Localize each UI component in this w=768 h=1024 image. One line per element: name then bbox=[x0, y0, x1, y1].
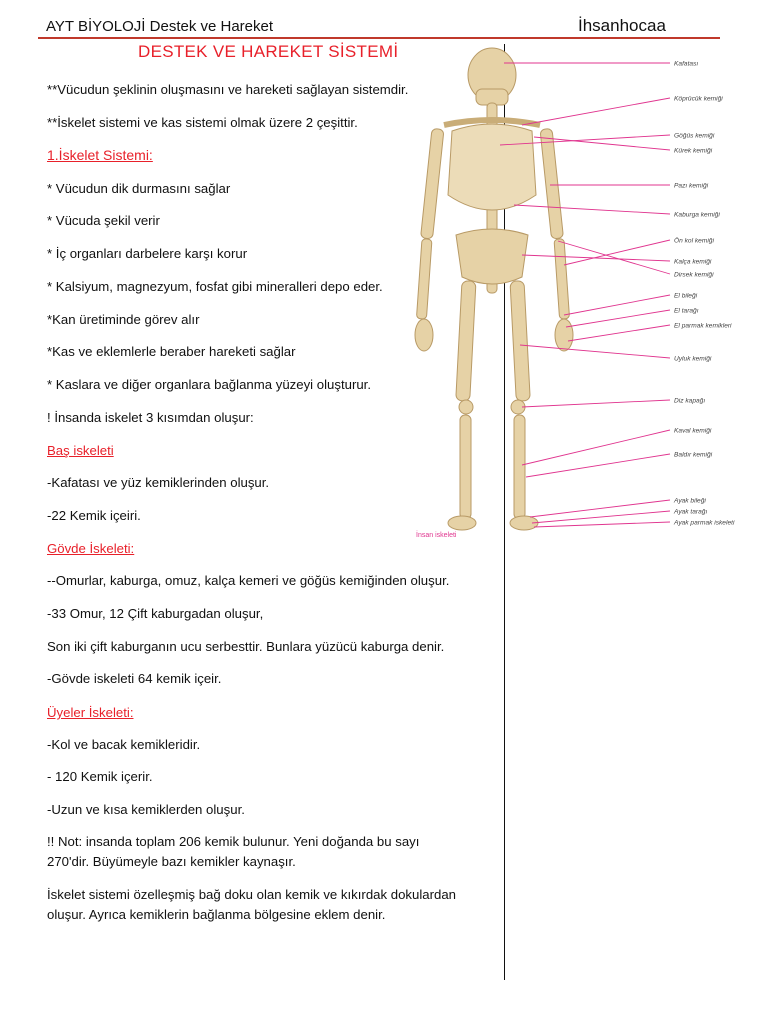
bone-label: El tarağı bbox=[674, 307, 699, 315]
text-line: - 120 Kemik içerir. bbox=[47, 769, 153, 784]
header-author: İhsanhocaa bbox=[578, 16, 666, 35]
left-femur-shape bbox=[456, 281, 476, 402]
text-line: * İç organları darbelere karşı korur bbox=[47, 246, 248, 261]
bone-label: Dirsek kemiği bbox=[674, 271, 714, 279]
bone-label: Pazı kemiği bbox=[674, 182, 709, 190]
leader-line bbox=[522, 98, 670, 125]
leader-line bbox=[522, 400, 670, 407]
text-line: **Vücudun şeklinin oluşmasını ve hareketi sağlayan sistemdir. bbox=[47, 82, 409, 97]
text-line: ! İnsanda iskelet 3 kısımdan oluşur: bbox=[47, 410, 254, 425]
bone-label: Baldır kemiği bbox=[674, 451, 713, 459]
text-line: *Kan üretiminde görev alır bbox=[47, 312, 200, 327]
text-line: --Omurlar, kaburga, omuz, kalça kemeri ve göğüs kemiğinden oluşur. bbox=[47, 573, 450, 588]
text-line: -22 Kemik içeiri. bbox=[47, 508, 141, 523]
ribcage-shape bbox=[448, 124, 536, 210]
leader-line bbox=[564, 295, 670, 315]
leader-line bbox=[564, 240, 670, 265]
bone-label: Köprücük kemiği bbox=[674, 95, 723, 103]
bone-label: Ön kol kemiği bbox=[674, 237, 714, 245]
bone-label: El bileği bbox=[674, 292, 698, 300]
bone-label: Göğüs kemiği bbox=[674, 132, 715, 140]
text-line: -Uzun ve kısa kemiklerden oluşur. bbox=[47, 802, 245, 817]
leader-line bbox=[522, 255, 670, 261]
bone-label: Kürek kemiği bbox=[674, 147, 713, 155]
text-line: * Kalsiyum, magnezyum, fosfat gibi mineralleri depo eder. bbox=[47, 279, 383, 294]
text-line: -Kol ve bacak kemikleridir. bbox=[47, 737, 201, 752]
text-line: -Kafatası ve yüz kemiklerinden oluşur. bbox=[47, 475, 270, 490]
bone-label: Uyluk kemiği bbox=[674, 355, 712, 363]
right-forearm-shape bbox=[554, 239, 570, 320]
text-line: -Gövde iskeleti 64 kemik içeir. bbox=[47, 671, 222, 686]
bone-label: Kaval kemiği bbox=[674, 427, 712, 435]
left-patella-shape bbox=[459, 400, 473, 414]
leader-line bbox=[534, 522, 670, 527]
text-line: -33 Omur, 12 Çift kaburgadan oluşur, bbox=[47, 606, 264, 621]
text-line: **İskelet sistemi ve kas sistemi olmak üzere 2 çeşittir. bbox=[47, 115, 358, 130]
leader-line bbox=[522, 430, 670, 465]
right-femur-shape bbox=[510, 281, 530, 402]
section-heading-skeletal: 1.İskelet Sistemi: bbox=[47, 147, 153, 163]
left-foot-shape bbox=[448, 516, 476, 530]
leader-line bbox=[520, 345, 670, 358]
label-group bbox=[673, 61, 735, 527]
note-paragraph: !! Not: insanda toplam 206 kemik bulunur. Yeni doğanda bu sayı 270'dir. Büyümeyle bazı kemikler kaynaşır. bbox=[47, 834, 420, 869]
left-forearm-shape bbox=[416, 239, 432, 320]
leader-line bbox=[526, 454, 670, 477]
subheading-limbs-skeleton: Üyeler İskeleti: bbox=[47, 705, 134, 720]
bone-label: Kaburga kemiği bbox=[674, 211, 720, 219]
bone-label: Diz kapağı bbox=[674, 397, 706, 405]
skeleton-figure bbox=[404, 45, 764, 545]
text-line: * Vücuda şekil verir bbox=[47, 213, 160, 228]
closing-paragraph: İskelet sistemi özelleşmiş bağ doku olan kemik ve kıkırdak dokulardan oluşur. Ayrıca kemiklerin bağlanma bölgesine eklem denir. bbox=[47, 887, 456, 922]
subheading-head-skeleton: Baş iskeleti bbox=[47, 443, 114, 458]
text-line: Son iki çift kaburganın ucu serbesttir. Bunlara yüzücü kaburga denir. bbox=[47, 639, 445, 654]
subheading-trunk-skeleton: Gövde İskeleti: bbox=[47, 541, 135, 556]
leader-line bbox=[532, 511, 670, 523]
right-tibia-shape bbox=[514, 415, 525, 519]
leader-line bbox=[566, 310, 670, 327]
bone-label: Ayak parmak iskeleti bbox=[674, 519, 735, 527]
left-humerus-shape bbox=[421, 128, 444, 239]
text-line: * Vücudun dik durmasını sağlar bbox=[47, 181, 231, 196]
leader-line bbox=[530, 500, 670, 517]
header-rule bbox=[38, 37, 720, 39]
bone-label: El parmak kemikleri bbox=[674, 322, 732, 330]
header-subject: AYT BİYOLOJİ Destek ve Hareket bbox=[46, 18, 274, 35]
text-line: * Kaslara ve diğer organlara bağlanma yüzeyi oluşturur. bbox=[47, 377, 372, 392]
figure-caption: İnsan iskeleti bbox=[416, 532, 457, 539]
text-line: *Kas ve eklemlerle beraber hareketi sağlar bbox=[47, 344, 296, 359]
right-hand-shape bbox=[555, 319, 573, 351]
pelvis-shape bbox=[456, 229, 528, 284]
bone-label: Ayak bileği bbox=[674, 497, 706, 505]
bone-label: Ayak tarağı bbox=[674, 508, 708, 516]
leader-line bbox=[568, 325, 670, 341]
right-humerus-shape bbox=[540, 128, 563, 239]
page-title: DESTEK VE HAREKET SİSTEMİ bbox=[138, 42, 399, 61]
bone-label: Kafatası bbox=[674, 60, 699, 68]
leader-line bbox=[514, 205, 670, 214]
left-hand-shape bbox=[415, 319, 433, 351]
left-tibia-shape bbox=[460, 415, 471, 519]
bone-label: Kalça kemiği bbox=[674, 258, 712, 266]
